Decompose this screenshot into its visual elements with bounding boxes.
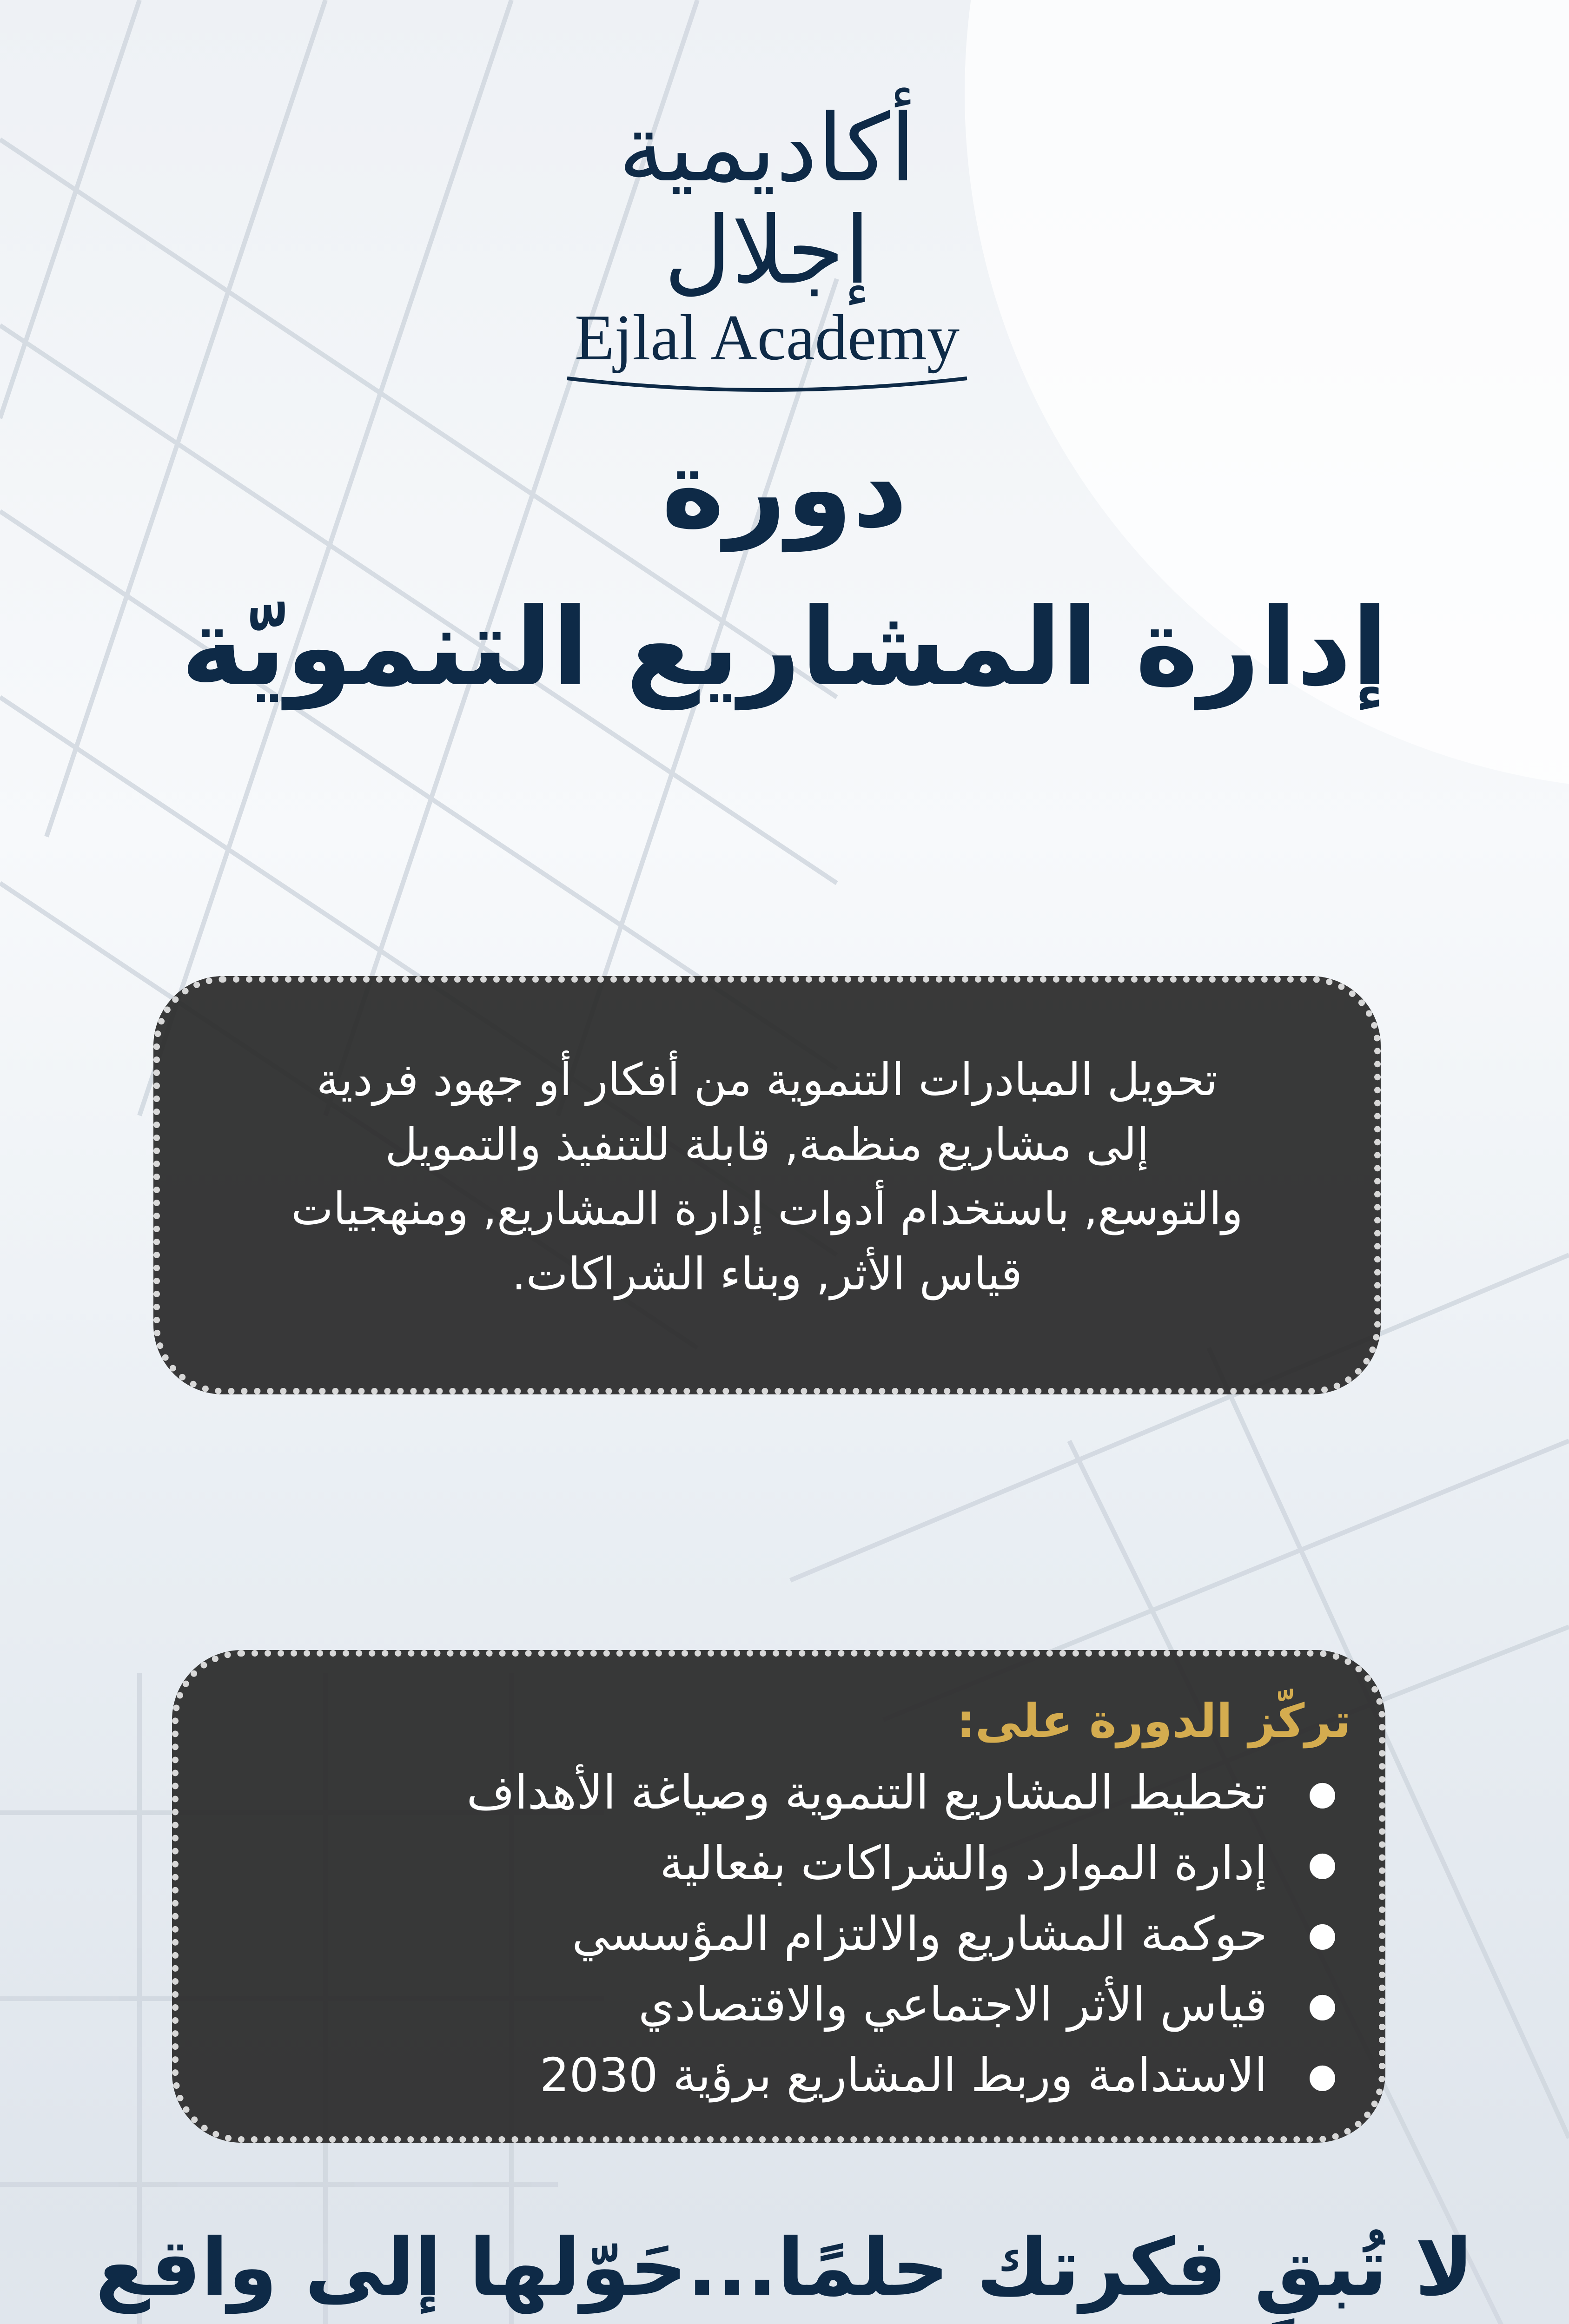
course-label: دورة [661, 428, 908, 552]
course-title: إدارة المشاريع التنمويّة [181, 586, 1388, 710]
cta-tagline: لا تُبقِ فكرتك حلمًا...حَوّلها إلى واقع [95, 2222, 1474, 2314]
description-line: تحويل المبادرات التنموية من أفكار أو جهود فردية [316, 1054, 1218, 1106]
focus-item: ● تخطيط المشاريع التنموية وصياغة الأهداف [271, 1757, 1267, 1828]
logo-swoosh [558, 374, 976, 392]
focus-heading: تركّز الدورة على: [956, 1694, 1351, 1748]
logo-arabic: أكاديمية إجلال [618, 94, 916, 305]
description-line: إلى مشاريع منظمة, قابلة للتنفيذ والتمويل [385, 1118, 1149, 1171]
description-card [153, 976, 1381, 1394]
focus-card [172, 1650, 1385, 2143]
focus-item: ● قياس الأثر الاجتماعي والاقتصادي [271, 1969, 1267, 2040]
description-line: قياس الأثر, وبناء الشراكات. [512, 1248, 1022, 1300]
focus-item: ● الاستدامة وربط المشاريع برؤية 2030 [271, 2040, 1267, 2111]
academy-logo [535, 94, 1000, 374]
focus-item: ● إدارة الموارد والشراكات بفعالية [271, 1828, 1267, 1899]
focus-list [271, 1757, 1351, 2111]
focus-item: ● حوكمة المشاريع والالتزام المؤسسي [271, 1899, 1267, 1969]
description-line: والتوسع, باستخدام أدوات إدارة المشاريع, ومنهجيات [291, 1183, 1243, 1235]
logo-english: Ejlal Academy [574, 302, 960, 374]
